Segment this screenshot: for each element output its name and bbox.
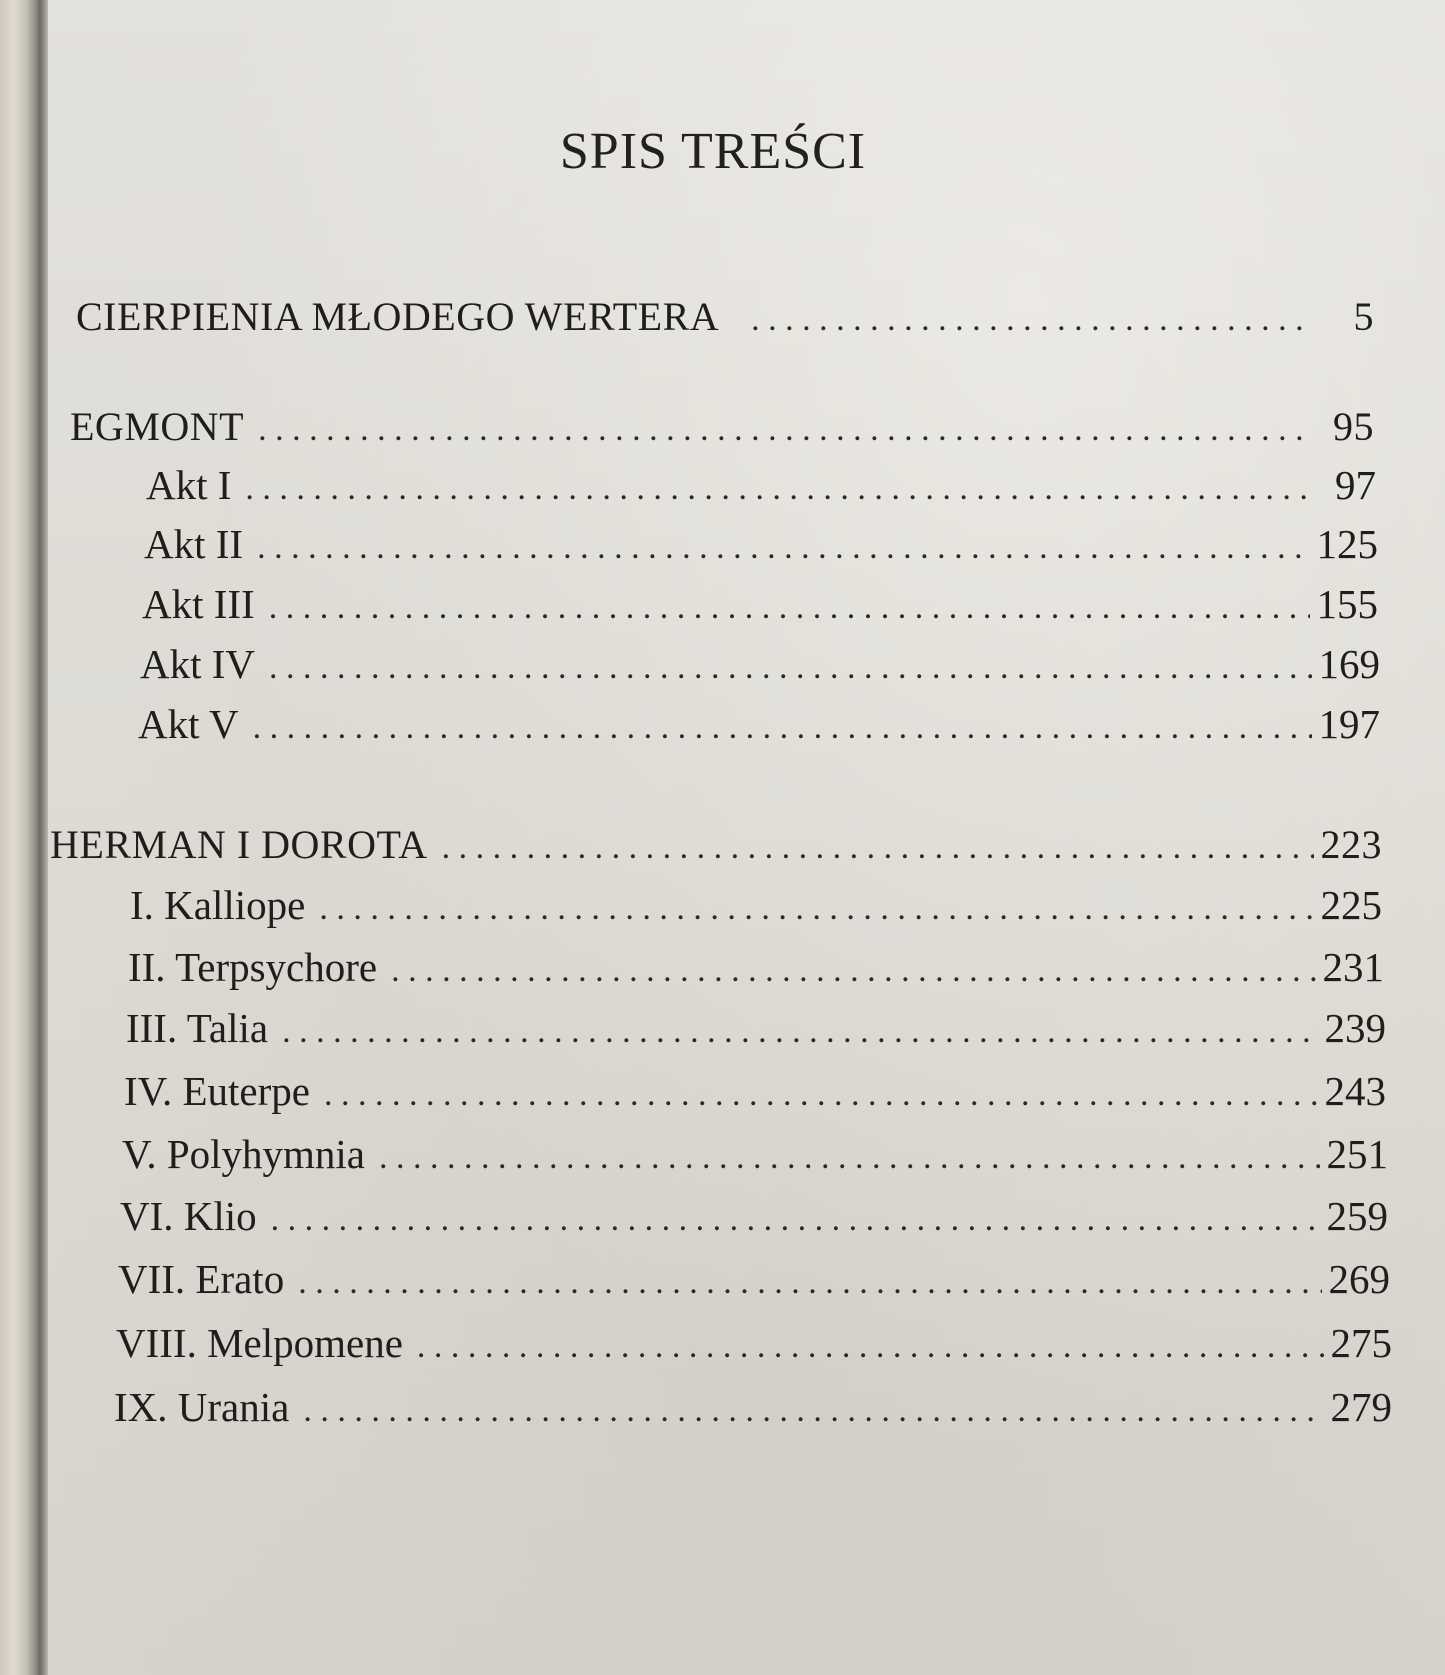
toc-entry-label: VIII. Melpomene	[116, 1320, 403, 1366]
toc-entry-akt-2[interactable]	[144, 517, 1378, 571]
toc-entry-akt-4[interactable]	[140, 637, 1380, 691]
toc-entry-page: 125	[1316, 521, 1378, 567]
toc-entry-label: EGMONT	[70, 404, 245, 449]
toc-entry-herman-i-dorota[interactable]	[50, 818, 1382, 872]
toc-leader-dots	[257, 521, 1310, 571]
toc-entry-kalliope[interactable]	[130, 878, 1382, 932]
toc-entry-label: I. Kalliope	[130, 882, 306, 928]
toc-entry-page: 223	[1320, 822, 1382, 867]
toc-entry-polyhymnia[interactable]	[122, 1127, 1388, 1181]
toc-leader-dots	[269, 581, 1310, 631]
toc-entry-label: CIERPIENIA MŁODEGO WERTERA	[76, 294, 720, 339]
toc-leader-dots	[379, 1131, 1320, 1181]
book-page	[48, 0, 1445, 1675]
toc-entry-label: Akt V	[138, 701, 239, 747]
toc-entry-page: 225	[1320, 882, 1382, 928]
toc-leader-dots	[442, 821, 1314, 872]
toc-leader-dots	[269, 641, 1312, 691]
toc-entry-label: IX. Urania	[114, 1384, 290, 1430]
toc-entry-label: VI. Klio	[120, 1193, 257, 1239]
toc-leader-dots	[391, 944, 1316, 994]
toc-entry-werther[interactable]	[76, 290, 1374, 344]
toc-entry-page: 239	[1324, 1005, 1386, 1051]
toc-entry-melpomene[interactable]	[116, 1316, 1392, 1370]
toc-entry-euterpe[interactable]	[124, 1064, 1386, 1118]
toc-entry-page: 251	[1326, 1131, 1388, 1177]
toc-entry-label: Akt IV	[140, 641, 256, 687]
toc-entry-akt-1[interactable]	[146, 458, 1376, 512]
toc-entry-page: 259	[1326, 1193, 1388, 1239]
toc-entry-egmont[interactable]	[70, 400, 1374, 454]
toc-entry-page: 5	[1353, 294, 1374, 339]
toc-entry-page: 269	[1328, 1256, 1390, 1302]
toc-entry-label: HERMAN I DOROTA	[50, 822, 428, 867]
toc-leader-dots	[324, 1068, 1318, 1118]
page-title: SPIS TREŚCI	[559, 123, 867, 180]
toc-entry-page: 155	[1316, 581, 1378, 627]
toc-leader-dots	[271, 1193, 1320, 1243]
toc-entry-label: Akt II	[144, 521, 244, 567]
toc-entry-page: 275	[1330, 1320, 1392, 1366]
toc-entry-page: 279	[1330, 1384, 1392, 1430]
toc-leader-dots	[245, 462, 1308, 512]
toc-entry-page: 97	[1335, 462, 1376, 508]
toc-entry-akt-3[interactable]	[142, 577, 1378, 631]
toc-entry-page: 243	[1324, 1068, 1386, 1114]
toc-leader-dots	[253, 701, 1312, 751]
toc-entry-label: V. Polyhymnia	[122, 1131, 365, 1177]
toc-entry-label: III. Talia	[126, 1005, 269, 1051]
toc-leader-dots	[417, 1320, 1324, 1370]
toc-entry-page: 169	[1318, 641, 1380, 687]
toc-leader-dots	[298, 1256, 1322, 1306]
toc-leader-dots	[303, 1384, 1324, 1434]
toc-entry-label: IV. Euterpe	[124, 1068, 310, 1114]
toc-entry-akt-5[interactable]	[138, 697, 1380, 751]
toc-entry-page: 95	[1333, 404, 1374, 449]
toc-entry-label: Akt I	[146, 462, 232, 508]
toc-entry-label: VII. Erato	[118, 1256, 285, 1302]
page-edge	[0, 0, 50, 1675]
toc-entry-erato[interactable]	[118, 1252, 1390, 1306]
toc-entry-label: Akt III	[142, 581, 255, 627]
toc-entry-urania[interactable]	[114, 1380, 1392, 1434]
toc-entry-talia[interactable]	[126, 1001, 1386, 1055]
toc-entry-label: II. Terpsychore	[128, 944, 378, 990]
toc-entry-klio[interactable]	[120, 1189, 1388, 1243]
toc-entry-terpsychore[interactable]	[128, 940, 1384, 994]
toc-leader-dots	[258, 403, 1306, 454]
toc-leader-dots	[282, 1005, 1318, 1055]
toc-entry-page: 231	[1322, 944, 1384, 990]
toc-leader-dots	[319, 882, 1314, 932]
toc-leader-dots	[733, 293, 1306, 344]
toc-entry-page: 197	[1318, 701, 1380, 747]
